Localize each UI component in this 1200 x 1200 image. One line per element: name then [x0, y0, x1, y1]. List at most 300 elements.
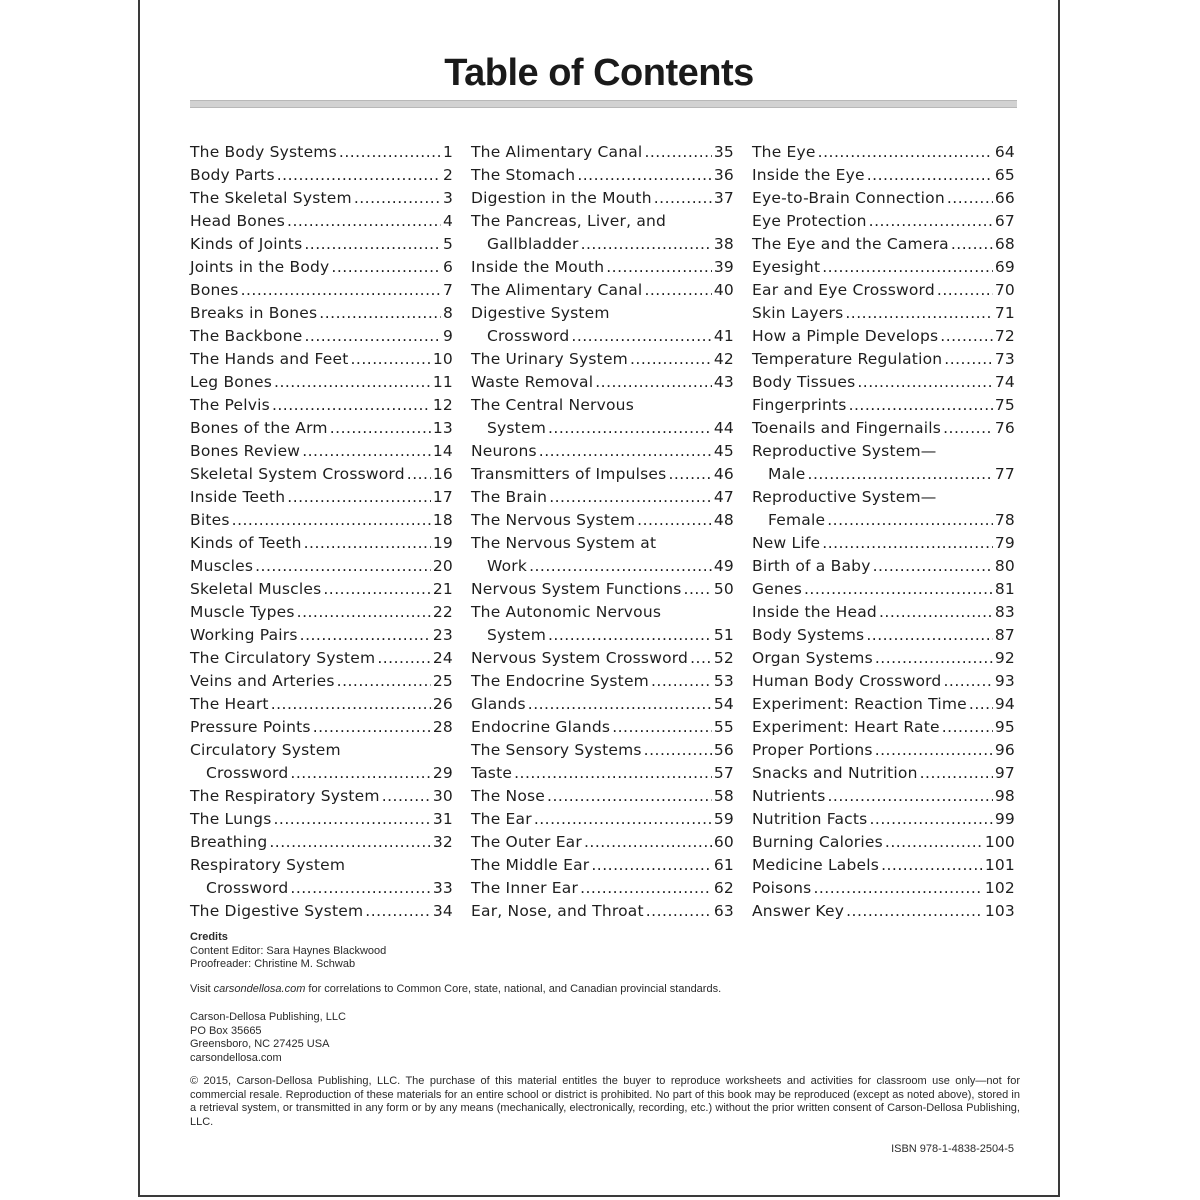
toc-entry-label: Crossword: [206, 879, 289, 897]
toc-entry-label: Inside the Mouth: [471, 258, 605, 276]
toc-entry: [471, 854, 734, 877]
dot-leader: [846, 900, 983, 923]
toc-entry: [471, 164, 734, 187]
toc-entry-label: Muscles: [190, 557, 254, 575]
toc-entry-label: Answer Key: [752, 902, 845, 920]
dot-leader: [331, 256, 441, 279]
toc-entry: [190, 693, 453, 716]
dot-leader: [849, 394, 993, 417]
toc-entry-label: Skeletal System Crossword: [190, 465, 405, 483]
toc-entry-label: Transmitters of Impulses: [471, 465, 667, 483]
toc-page-number: 10: [432, 350, 453, 368]
toc-entry-label: Body Tissues: [752, 373, 856, 391]
toc-page-number: 3: [442, 189, 453, 207]
toc-page-number: 25: [432, 672, 453, 690]
toc-entry: [190, 187, 453, 210]
toc-entry: [190, 164, 453, 187]
toc-entry-label: Bones Review: [190, 442, 301, 460]
toc-entry-label: The Nervous System at: [471, 534, 657, 552]
toc-entry-label: The Pancreas, Liver, and: [471, 212, 667, 230]
dot-leader: [644, 279, 711, 302]
toc-entry-label: Toenails and Fingernails: [752, 419, 942, 437]
toc-entry-label: Nutrition Facts: [752, 810, 868, 828]
toc-entry: [471, 371, 734, 394]
toc-entry: [190, 141, 453, 164]
toc-entry-label: Pressure Points: [190, 718, 311, 736]
dot-leader: [920, 762, 993, 785]
dot-leader: [549, 486, 712, 509]
dot-leader: [339, 141, 441, 164]
toc-entry-label: Experiment: Heart Rate: [752, 718, 940, 736]
toc-entry: [190, 624, 453, 647]
toc-entry-label: Breathing: [190, 833, 268, 851]
toc-page-number: 8: [442, 304, 453, 322]
toc-entry-label: The Nervous System: [471, 511, 636, 529]
toc-entry-label: Neurons: [471, 442, 537, 460]
dot-leader: [584, 831, 712, 854]
toc-entry-label: The Backbone: [190, 327, 303, 345]
dot-leader: [866, 624, 993, 647]
dot-leader: [539, 440, 712, 463]
toc-entry: [190, 325, 453, 348]
toc-entry-label: Crossword: [487, 327, 570, 345]
dot-leader: [644, 141, 711, 164]
toc-entry: [752, 624, 1015, 647]
publisher-city: Greensboro, NC 27425 USA: [190, 1038, 330, 1050]
dot-leader: [637, 509, 712, 532]
toc-entry: [471, 808, 734, 831]
dot-leader: [630, 348, 712, 371]
toc-page-number: 22: [432, 603, 453, 621]
toc-page-number: 98: [994, 787, 1015, 805]
dot-leader: [581, 233, 712, 256]
toc-entry: [471, 831, 734, 854]
toc-page-number: 41: [713, 327, 734, 345]
toc-page-number: 42: [713, 350, 734, 368]
toc-entry-label: Circulatory System: [190, 741, 341, 759]
toc-entry-label: Nutrients: [752, 787, 826, 805]
toc-page-number: 60: [713, 833, 734, 851]
dot-leader: [337, 670, 431, 693]
toc-entry: [190, 601, 453, 624]
toc-page-number: 57: [713, 764, 734, 782]
dot-leader: [377, 647, 431, 670]
dot-leader: [534, 808, 712, 831]
toc-page-number: 83: [994, 603, 1015, 621]
toc-entry-label: System: [487, 626, 546, 644]
toc-page-number: 24: [432, 649, 453, 667]
visit-suffix: for correlations to Common Core, state, national, and Canadian provincial standards.: [305, 983, 722, 995]
toc-page-number: 32: [432, 833, 453, 851]
toc-page-number: 79: [994, 534, 1015, 552]
toc-entry: [752, 348, 1015, 371]
toc-entry: [471, 141, 734, 164]
toc-page-number: 1: [442, 143, 453, 161]
toc-page-number: 68: [994, 235, 1015, 253]
toc-page-number: 65: [994, 166, 1015, 184]
toc-entry-label: Medicine Labels: [752, 856, 880, 874]
toc-entry-continuation: [471, 325, 734, 348]
dot-leader: [942, 716, 993, 739]
toc-entry: [471, 256, 734, 279]
toc-entry-label: The Sensory Systems: [471, 741, 642, 759]
toc-entry-label: Waste Removal: [471, 373, 594, 391]
dot-leader: [881, 854, 983, 877]
toc-entry: [471, 785, 734, 808]
toc-page-number: 50: [713, 580, 734, 598]
toc-entry: [190, 256, 453, 279]
publisher-name: Carson-Dellosa Publishing, LLC: [190, 1011, 346, 1023]
toc-entry-label: Temperature Regulation: [752, 350, 943, 368]
toc-entry: [471, 509, 734, 532]
toc-page-number: 87: [994, 626, 1015, 644]
toc-entry: [752, 394, 1015, 417]
visit-prefix: Visit: [190, 983, 214, 995]
dot-leader: [255, 555, 431, 578]
toc-page-number: 6: [442, 258, 453, 276]
toc-entry-label: Burning Calories: [752, 833, 883, 851]
toc-page-number: 72: [994, 327, 1015, 345]
toc-entry: [190, 279, 453, 302]
toc-entry-label: Inside the Eye: [752, 166, 865, 184]
toc-entry-label: Head Bones: [190, 212, 286, 230]
toc-entry-label: The Respiratory System: [190, 787, 380, 805]
toc-entry-label: Inside the Head: [752, 603, 877, 621]
toc-entry-label: Female: [768, 511, 826, 529]
toc-entry-label: New Life: [752, 534, 821, 552]
toc-page-number: 26: [432, 695, 453, 713]
toc-entry: [190, 785, 453, 808]
toc-entry: [471, 762, 734, 785]
dot-leader: [940, 325, 993, 348]
dot-leader: [571, 325, 711, 348]
toc-entry-label: Body Parts: [190, 166, 275, 184]
toc-entry-label: The Skeletal System: [190, 189, 352, 207]
toc-page-number: 44: [713, 419, 734, 437]
toc-page-number: 97: [994, 764, 1015, 782]
toc-entry: [471, 486, 734, 509]
toc-page-number: 29: [432, 764, 453, 782]
toc-entry: [752, 325, 1015, 348]
toc-entry-label: Fingerprints: [752, 396, 847, 414]
toc-entry-label: Veins and Arteries: [190, 672, 335, 690]
toc-entry: [471, 647, 734, 670]
toc-page-number: 100: [984, 833, 1015, 851]
toc-page-number: 77: [994, 465, 1015, 483]
toc-page-number: 16: [432, 465, 453, 483]
dot-leader: [828, 785, 993, 808]
dot-leader: [885, 831, 983, 854]
toc-entry: [752, 210, 1015, 233]
toc-entry: [190, 578, 453, 601]
toc-entry: [752, 647, 1015, 670]
toc-entry-continuation: [190, 877, 453, 900]
toc-entry: [190, 486, 453, 509]
dot-leader: [947, 187, 993, 210]
dot-leader: [951, 233, 993, 256]
toc-page-number: 18: [432, 511, 453, 529]
publisher-po-box: PO Box 35665: [190, 1024, 262, 1037]
toc-entry-label: Muscle Types: [190, 603, 295, 621]
copyright-notice: © 2015, Carson-Dellosa Publishing, LLC. The purchase of this material entitles the buyer to reproduce worksheets and activities for classroom use only—not for commercial resale. Reproduction of these materials for an entire school or district is prohibited. No part of this book may be reproduced (except as noted above), stored in a retrieval system, or transmitted in any form or by any means (mechanically, electronically, recording, etc.) without the prior written consent of Carson-Dellosa Publishing, LLC.: [190, 1075, 1020, 1128]
toc-page-number: 102: [984, 879, 1015, 897]
toc-entry: [190, 808, 453, 831]
dot-leader: [354, 187, 441, 210]
dot-leader: [330, 417, 431, 440]
dot-leader: [690, 647, 712, 670]
toc-entry-label: Skeletal Muscles: [190, 580, 322, 598]
toc-page-number: 7: [442, 281, 453, 299]
dot-leader: [350, 348, 430, 371]
dot-leader: [323, 578, 431, 601]
dot-leader: [272, 394, 431, 417]
toc-entry: [190, 463, 453, 486]
toc-entry-label: The Alimentary Canal: [471, 281, 643, 299]
dot-leader: [273, 808, 430, 831]
toc-entry-label: Eye Protection: [752, 212, 867, 230]
dot-leader: [937, 279, 993, 302]
toc-page-number: 36: [713, 166, 734, 184]
toc-page-number: 4: [442, 212, 453, 230]
toc-entry-label: The Pelvis: [190, 396, 270, 414]
toc-page-number: 67: [994, 212, 1015, 230]
toc-page-number: 66: [994, 189, 1015, 207]
toc-page-number: 80: [994, 557, 1015, 575]
toc-entry: [190, 716, 453, 739]
dot-leader: [290, 877, 430, 900]
toc-entry: [752, 716, 1015, 739]
dot-leader: [808, 463, 993, 486]
toc-entry: [752, 555, 1015, 578]
toc-page-number: 95: [994, 718, 1015, 736]
toc-page-number: 23: [432, 626, 453, 644]
toc-entry: [752, 831, 1015, 854]
dot-leader: [644, 739, 712, 762]
toc-page-number: 47: [713, 488, 734, 506]
toc-entry: [752, 808, 1015, 831]
toc-entry: [752, 578, 1015, 601]
toc-entry-continuation: [752, 463, 1015, 486]
toc-page-number: 59: [713, 810, 734, 828]
toc-page-number: 34: [432, 902, 453, 920]
dot-leader: [277, 164, 441, 187]
toc-entry: [190, 440, 453, 463]
toc-entry: [471, 670, 734, 693]
toc-entry: [471, 877, 734, 900]
toc-entry-label: Ear, Nose, and Throat: [471, 902, 644, 920]
toc-page-number: 9: [442, 327, 453, 345]
toc-entry-label: Reproductive System—: [752, 442, 937, 460]
dot-leader: [869, 210, 993, 233]
toc-page-number: 58: [713, 787, 734, 805]
toc-entry-label: The Stomach: [471, 166, 576, 184]
toc-entry-label: The Eye and the Camera: [752, 235, 949, 253]
toc-entry-label: The Body Systems: [190, 143, 337, 161]
toc-entry: [190, 831, 453, 854]
dot-leader: [857, 371, 993, 394]
toc-column-2: [471, 141, 734, 923]
dot-leader: [875, 739, 993, 762]
toc-entry-label: The Endocrine System: [471, 672, 649, 690]
dot-leader: [302, 440, 431, 463]
dot-leader: [407, 463, 431, 486]
dot-leader: [822, 256, 993, 279]
dot-leader: [269, 831, 431, 854]
toc-entry-continuation: [471, 233, 734, 256]
toc-entry: [190, 302, 453, 325]
toc-page-number: 33: [432, 879, 453, 897]
toc-entry-label: Working Pairs: [190, 626, 298, 644]
toc-page-number: 53: [713, 672, 734, 690]
dot-leader: [869, 808, 992, 831]
toc-entry-label: The Brain: [471, 488, 548, 506]
toc-page-number: 37: [713, 189, 734, 207]
toc-entry: [752, 233, 1015, 256]
dot-leader: [646, 900, 712, 923]
toc-entry-label: Reproductive System—: [752, 488, 937, 506]
dot-leader: [290, 762, 430, 785]
dot-leader: [382, 785, 431, 808]
toc-entry-label: The Eye: [752, 143, 816, 161]
toc-entry: [752, 762, 1015, 785]
toc-entry-label: Crossword: [206, 764, 289, 782]
toc-page-number: 103: [984, 902, 1015, 920]
dot-leader: [943, 670, 992, 693]
toc-page-number: 92: [994, 649, 1015, 667]
dot-leader: [304, 233, 441, 256]
toc-entry-label: Breaks in Bones: [190, 304, 318, 322]
credits-editor: Content Editor: Sara Haynes Blackwood: [190, 944, 387, 957]
dot-leader: [818, 141, 993, 164]
toc-entry-label: Endocrine Glands: [471, 718, 611, 736]
toc-page-number: 101: [984, 856, 1015, 874]
toc-entry: [471, 440, 734, 463]
toc-page-number: 81: [994, 580, 1015, 598]
toc-entry: [752, 187, 1015, 210]
toc-page-number: 55: [713, 718, 734, 736]
toc-page-number: 13: [432, 419, 453, 437]
toc-entry: [752, 302, 1015, 325]
toc-page-number: 94: [994, 695, 1015, 713]
toc-entry: [471, 900, 734, 923]
toc-entry: [190, 854, 453, 877]
dot-leader: [529, 555, 712, 578]
toc-entry: [190, 555, 453, 578]
toc-entry: [190, 417, 453, 440]
toc-page-number: 62: [713, 879, 734, 897]
toc-entry-label: Male: [768, 465, 806, 483]
toc-entry: [190, 371, 453, 394]
publisher-address: [190, 1011, 346, 1065]
toc-entry: [752, 417, 1015, 440]
toc-column-1: [190, 141, 453, 923]
dot-leader: [547, 785, 712, 808]
toc-entry: [190, 233, 453, 256]
toc-entry: [471, 716, 734, 739]
toc-entry-label: Gallbladder: [487, 235, 579, 253]
toc-entry-continuation: [190, 762, 453, 785]
toc-entry: [752, 532, 1015, 555]
toc-entry: [471, 394, 734, 417]
toc-entry: [190, 509, 453, 532]
dot-leader: [304, 532, 431, 555]
toc-entry: [752, 371, 1015, 394]
toc-entry-label: The Inner Ear: [471, 879, 579, 897]
toc-entry: [471, 279, 734, 302]
toc-page-number: 43: [713, 373, 734, 391]
toc-entry: [190, 647, 453, 670]
toc-page-number: 2: [442, 166, 453, 184]
dot-leader: [300, 624, 431, 647]
dot-leader: [867, 164, 993, 187]
toc-entry-label: Kinds of Teeth: [190, 534, 302, 552]
credits-block: [190, 931, 386, 972]
toc-entry-label: Eye-to-Brain Connection: [752, 189, 945, 207]
document-page: [138, 0, 1060, 1197]
toc-page-number: 56: [713, 741, 734, 759]
toc-page-number: 54: [713, 695, 734, 713]
dot-leader: [271, 693, 431, 716]
dot-leader: [845, 302, 993, 325]
toc-entry: [471, 739, 734, 762]
toc-entry-label: Proper Portions: [752, 741, 873, 759]
toc-entry-label: Nervous System Functions: [471, 580, 682, 598]
toc-entry-label: Birth of a Baby: [752, 557, 871, 575]
toc-entry-label: Work: [487, 557, 528, 575]
toc-entry-continuation: [752, 509, 1015, 532]
toc-entry-label: The Autonomic Nervous: [471, 603, 662, 621]
dot-leader: [969, 693, 993, 716]
website-link[interactable]: carsondellosa.com: [213, 983, 306, 995]
toc-entry-label: How a Pimple Develops: [752, 327, 939, 345]
toc-page-number: 78: [994, 511, 1015, 529]
toc-entry-label: Digestion in the Mouth: [471, 189, 652, 207]
toc-page-number: 49: [713, 557, 734, 575]
dot-leader: [528, 693, 712, 716]
toc-entry: [471, 187, 734, 210]
dot-leader: [606, 256, 712, 279]
toc-entry-label: Experiment: Reaction Time: [752, 695, 967, 713]
toc-page-number: 45: [713, 442, 734, 460]
toc-entry: [190, 210, 453, 233]
toc-page-number: 17: [432, 488, 453, 506]
toc-page-number: 71: [994, 304, 1015, 322]
toc-entry-continuation: [471, 624, 734, 647]
toc-entry-label: Bones of the Arm: [190, 419, 328, 437]
toc-entry: [190, 532, 453, 555]
dot-leader: [813, 877, 982, 900]
dot-leader: [595, 371, 712, 394]
dot-leader: [684, 578, 712, 601]
toc-page-number: 61: [713, 856, 734, 874]
toc-entry-label: The Ear: [471, 810, 532, 828]
toc-entry-label: Human Body Crossword: [752, 672, 942, 690]
toc-entry-label: The Digestive System: [190, 902, 364, 920]
toc-entry: [752, 854, 1015, 877]
toc-page-number: 21: [432, 580, 453, 598]
toc-page-number: 70: [994, 281, 1015, 299]
toc-entry-label: Taste: [471, 764, 513, 782]
toc-page-number: 5: [442, 235, 453, 253]
dot-leader: [879, 601, 993, 624]
toc-entry-label: The Hands and Feet: [190, 350, 349, 368]
dot-leader: [580, 877, 712, 900]
dot-leader: [548, 417, 712, 440]
toc-entry: [752, 164, 1015, 187]
toc-page-number: 14: [432, 442, 453, 460]
toc-entry: [752, 601, 1015, 624]
dot-leader: [514, 762, 712, 785]
